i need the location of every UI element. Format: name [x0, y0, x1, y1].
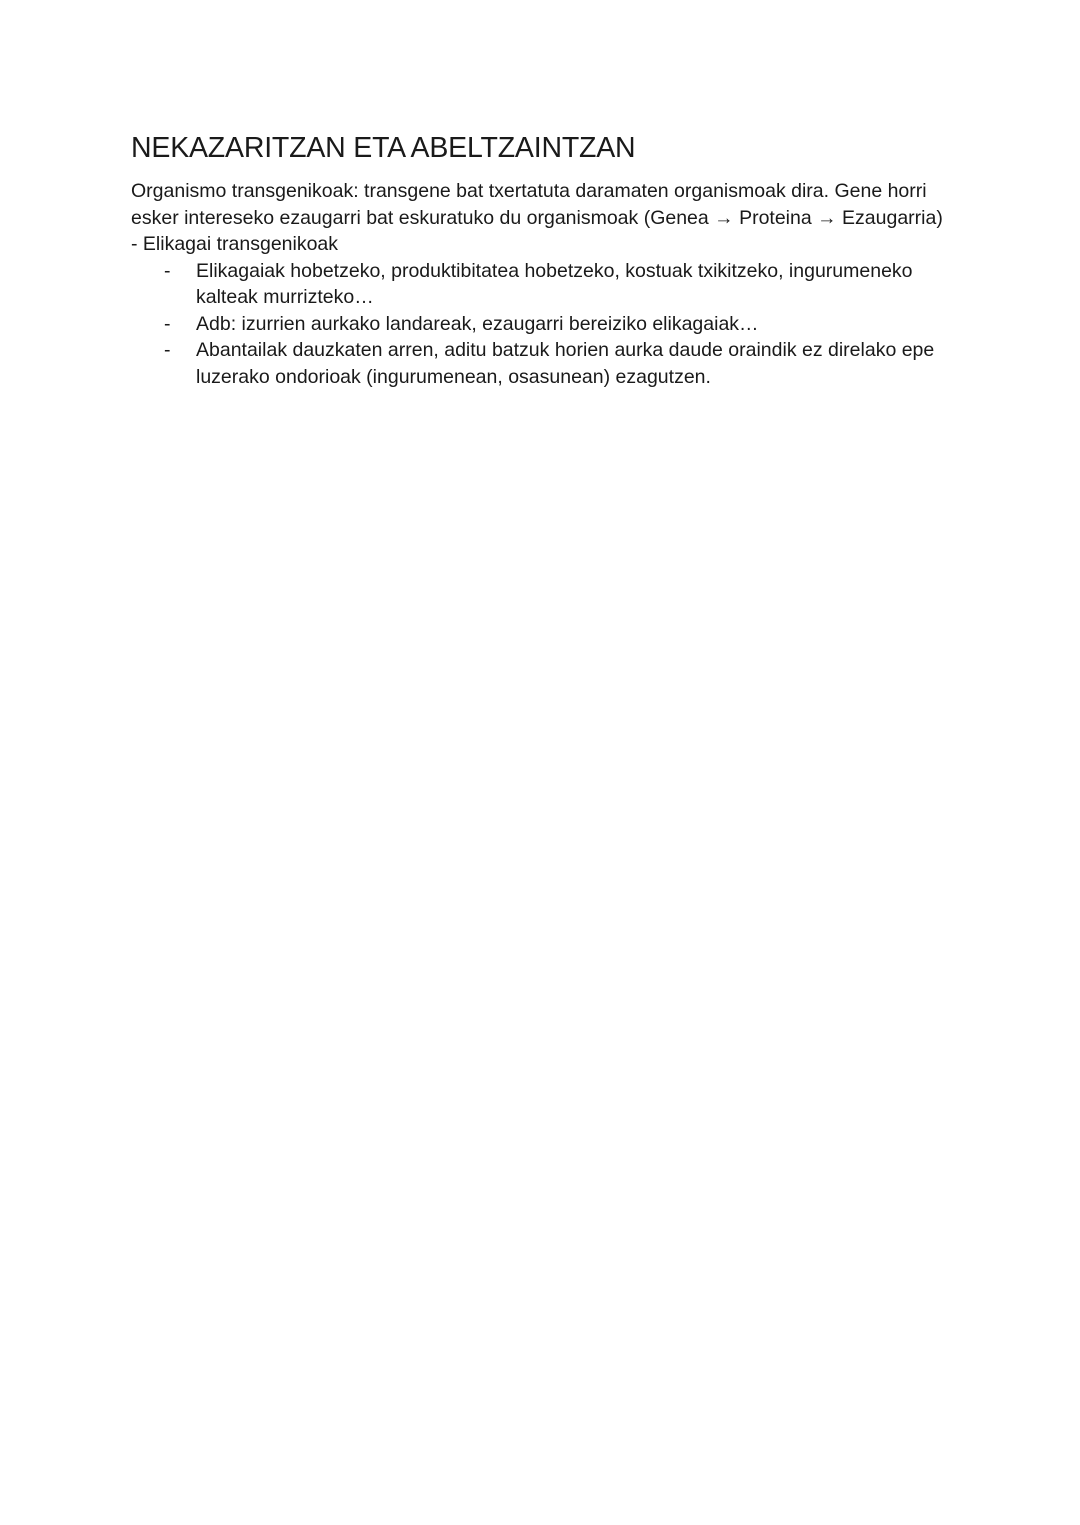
document-content	[131, 128, 961, 390]
section-subheading: - Elikagai transgenikoak	[131, 233, 339, 255]
list-item	[131, 337, 941, 390]
list-item-text: Adb: izurrien aurkako landareak, ezaugarri bereiziko elikagaiak…	[196, 312, 759, 335]
list-item-text: Abantailak dauzkaten arren, aditu batzuk horien aurka daude oraindik ez direlako epe luzerako ondorioak (ingurumenean, osasunean) ezagutzen.	[196, 339, 935, 388]
bullet-dash: -	[164, 339, 171, 361]
list-item	[131, 311, 941, 338]
bullet-dash: -	[164, 259, 171, 282]
list-item-text: Elikagaiak hobetzeko, produktibitatea hobetzeko, kostuak txikitzeko, ingurumeneko kalteak murrizteko…	[196, 259, 913, 308]
intro-paragraph: Organismo transgenikoak: transgene bat txertatuta daramaten organismoak dira. Gene horri esker intereseko ezaugarri bat eskuratuko du organismoak (Genea → Proteina → Ezaugarria)	[131, 180, 943, 229]
page-title: NEKAZARITZAN ETA ABELTZAINTZAN	[131, 132, 636, 164]
bullet-list	[131, 258, 961, 391]
list-item	[131, 258, 941, 311]
bullet-dash: -	[164, 312, 171, 335]
